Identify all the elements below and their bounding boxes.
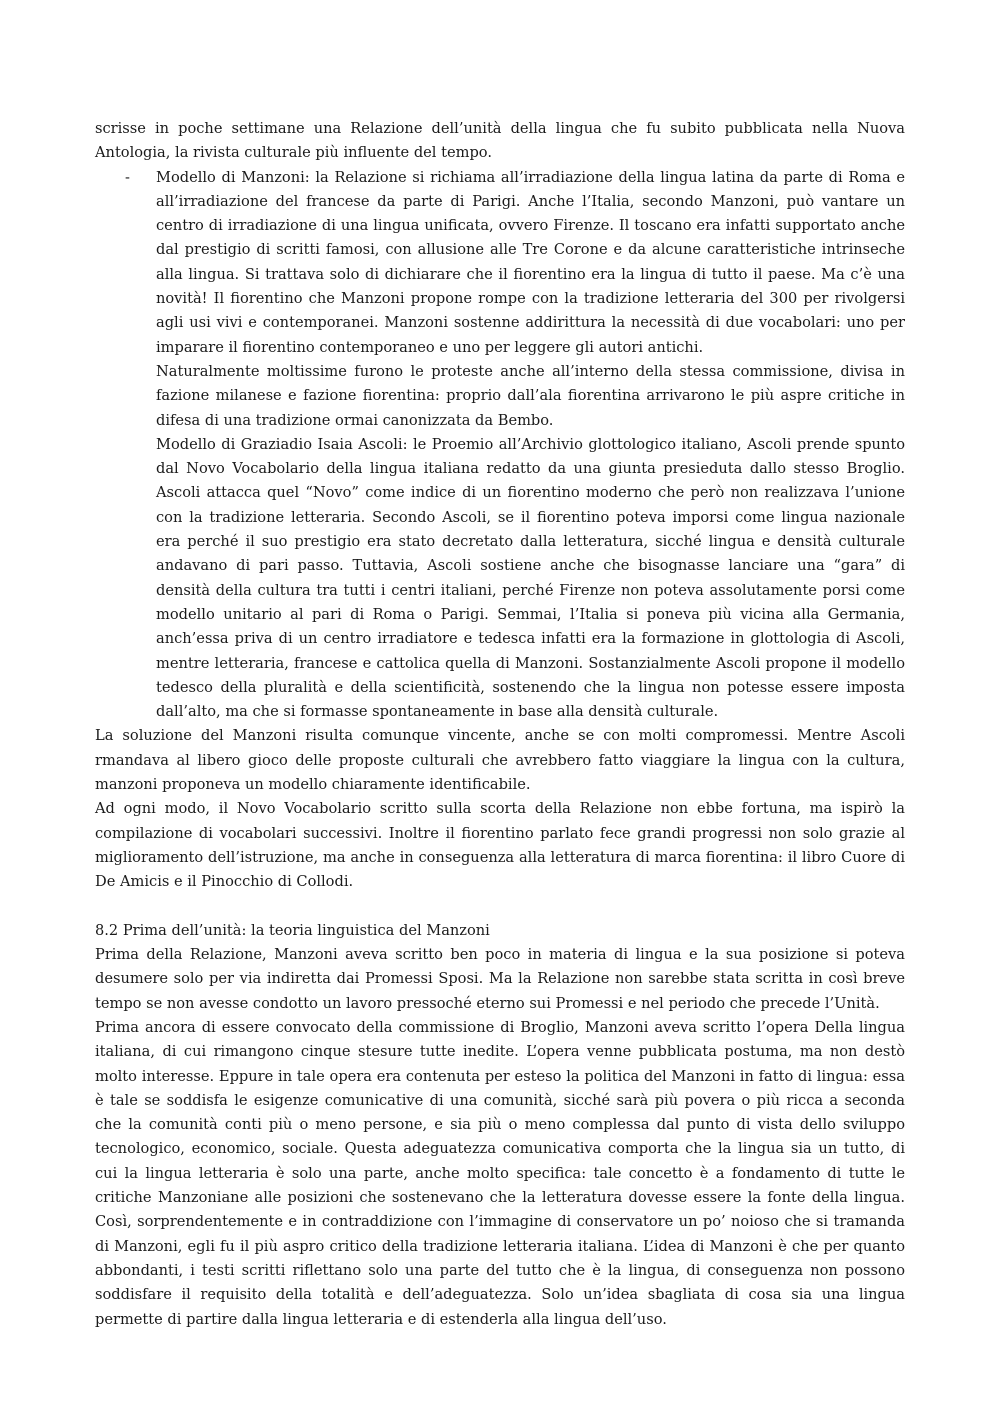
models-list xyxy=(95,166,905,725)
list-item-manzoni-text: Modello di Manzoni: la Relazione si richiama all’irradiazione della lingua latina da parte di Roma e all’irradiazione del francese da parte di Parigi. Anche l’Italia, secondo Manzoni, può vantare un centro di irradiazione di una lingua unificata, ovvero Firenze. Il toscano era infatti supportato anche dal prestigio di scritti famosi, con allusione alle Tre Corone e da alcune caratteristiche intrinseche alla lingua. Si trattava solo di dichiarare che il fiorentino era la lingua di tutto il paese. Ma c’è una novità! Il fiorentino che Manzoni propone rompe con la tradizione letteraria del 300 per rivolgersi agli usi vivi e contemporanei. Manzoni sostenne addirittura la necessità di due vocabolari: uno per imparare il fiorentino contemporaneo e uno per leggere gli autori antichi. xyxy=(156,168,905,356)
section-spacer xyxy=(95,895,905,919)
list-item-manzoni xyxy=(95,166,905,360)
paragraph-vocabolario: Ad ogni modo, il Novo Vocabolario scritto sulla scorta della Relazione non ebbe fortuna, ma ispirò la compilazione di vocabolari successivi. Inoltre il fiorentino parlato fece grandi progressi non solo grazie al miglioramento dell’istruzione, ma anche in conseguenza alla letteratura di marca fiorentina: il libro Cuore di De Amicis e il Pinocchio di Collodi. xyxy=(95,800,905,891)
section-heading: 8.2 Prima dell’unità: la teoria linguistica del Manzoni xyxy=(95,921,490,939)
list-item-ascoli: Modello di Graziadio Isaia Ascoli: le Proemio all’Archivio glottologico italiano, Ascoli prende spunto dal Novo Vocabolario della lingua italiana redatto da una giunta presieduta dallo stesso Broglio. Ascoli attacca quel “Novo” come indice di un fiorentino moderno che però non realizzava l’unione con la tradizione letteraria. Secondo Ascoli, se il fiorentino poteva imporsi come lingua nazionale era perché il suo prestigio era stato decretato dalla letteratura, sicché lingua e densità culturale andavano di pari passo. Tuttavia, Ascoli sostiene anche che bisognasse lanciare una “gara” di densità della cultura tra tutti i centri italiani, perché Firenze non poteva assolutamente porsi come modello unitario al pari di Roma o Parigi. Semmai, l’Italia si poneva più vicina alla Germania, anch’essa priva di un centro irradiatore e tedesca infatti era la formazione in glottologia di Ascoli, mentre letteraria, francese e cattolica quella di Manzoni. Sostanzialmente Ascoli propone il modello tedesco della pluralità e della scientificità, sostenendo che la lingua non potesse essere imposta dall’alto, ma che si formasse spontaneamente in base alla densità culturale. xyxy=(156,435,905,721)
document-page xyxy=(95,117,905,1332)
paragraph-prima: Prima della Relazione, Manzoni aveva scritto ben poco in materia di lingua e la sua posizione si poteva desumere solo per via indiretta dai Promessi Sposi. Ma la Relazione non sarebbe stata scritta in così breve tempo se non avesse condotto un lavoro pressoché eterno sui Promessi e nel periodo che precede l’Unità. xyxy=(95,946,905,1012)
intro-paragraph: scrisse in poche settimane una Relazione dell’unità della lingua che fu subito pubblicata nella Nuova Antologia, la rivista culturale più influente del tempo. xyxy=(95,120,905,162)
paragraph-ancora: Prima ancora di essere convocato della commissione di Broglio, Manzoni aveva scritto l’opera Della lingua italiana, di cui rimangono cinque stesure tutte inedite. L’opera venne pubblicata postuma, ma non destò molto interesse. Eppure in tale opera era contenuta per esteso la politica del Manzoni in fatto di lingua: essa è tale se soddisfa le esigenze comunicative di una comunità, sicché sarà più povera o più ricca a seconda che la comunità conti più o meno persone, e sia più o meno complessa dal punto di vista dello sviluppo tecnologico, economico, sociale. Questa adeguatezza comunicativa comporta che la lingua sia un tutto, di cui la lingua letteraria è solo una parte, anche molto specifica: tale concetto è a fondamento di tutte le critiche Manzoniane alle posizioni che sostenevano che la letteratura dovesse essere la fonte della lingua. Così, sorprendentemente e in contraddizione con l’immagine di conservatore un po’ noioso che si tramanda di Manzoni, egli fu il più aspro critico della tradizione letteraria italiana. L’idea di Manzoni è che per quanto abbondanti, i testi scritti riflettano solo una parte del tutto che è la lingua, di conseguenza non possono soddisfare il requisito della totalità e dell’adeguatezza. Solo un’idea sbagliata di cosa sia una lingua permette di partire dalla lingua letteraria e di estenderla alla lingua dell’uso. xyxy=(95,1018,905,1328)
list-item-manzoni-continuation: Naturalmente moltissime furono le proteste anche all’interno della stessa commissione, divisa in fazione milanese e fazione fiorentina: proprio dall’ala fiorentina arrivarono le più aspre critiche in difesa di una tradizione ormai canonizzata da Bembo. xyxy=(156,362,905,429)
list-bullet: - xyxy=(125,168,130,186)
paragraph-solution: La soluzione del Manzoni risulta comunque vincente, anche se con molti compromessi. Mentre Ascoli rmandava al libero gioco delle proposte culturali che avrebbero fatto viaggiare la lingua con la cultura, manzoni proponeva un modello chiaramente identificabile. xyxy=(95,727,905,794)
